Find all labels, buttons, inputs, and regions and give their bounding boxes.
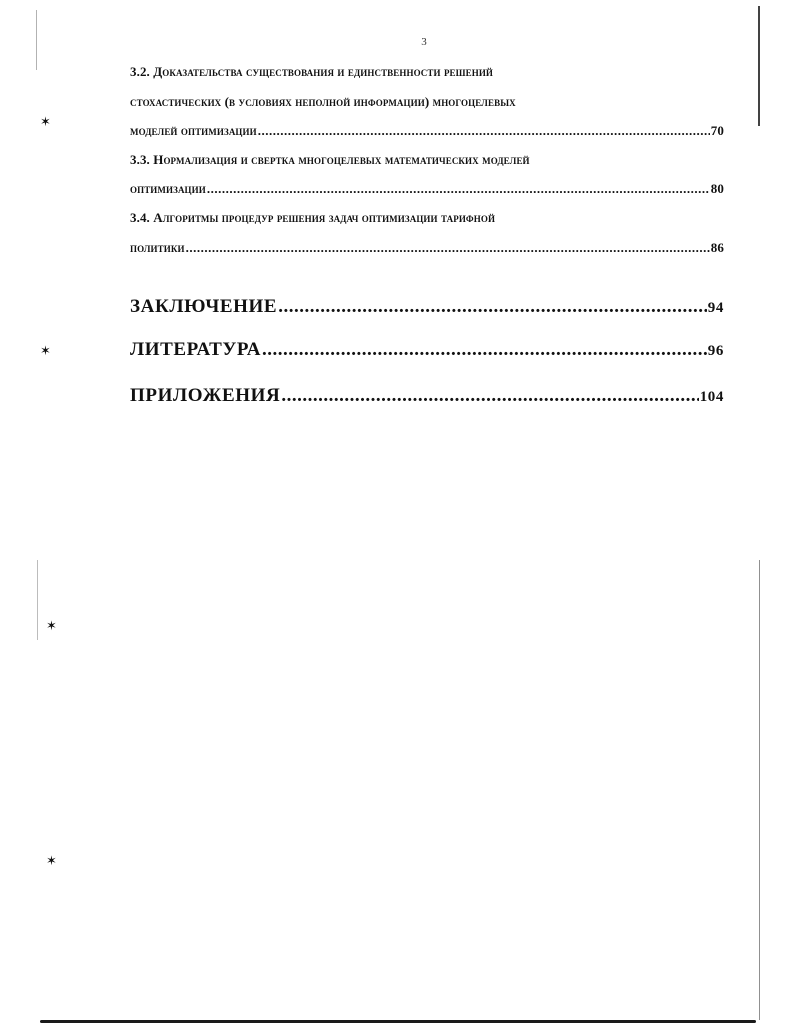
toc-entry-3-4-page: 86 bbox=[710, 240, 724, 255]
toc-entry-literature-title: ЛИТЕРАТУРА bbox=[130, 339, 262, 360]
toc-entry-3-4-line2 bbox=[130, 240, 724, 256]
toc-entry-3-3-page: 80 bbox=[710, 181, 724, 196]
leader-dots bbox=[258, 123, 710, 139]
toc-entry-3-4-text: политики bbox=[130, 240, 185, 255]
leader-dots bbox=[262, 339, 707, 361]
toc-entry-conclusion bbox=[130, 296, 724, 318]
leader-dots bbox=[186, 240, 710, 256]
toc-entry-appendices-title: ПРИЛОЖЕНИЯ bbox=[130, 385, 281, 406]
leader-dots bbox=[207, 181, 710, 197]
leader-dots bbox=[278, 296, 707, 318]
toc-entry-3-2-line3 bbox=[130, 123, 724, 139]
binding-hole-mark: ✶ bbox=[46, 854, 57, 869]
toc-entry-conclusion-title: ЗАКЛЮЧЕНИЕ bbox=[130, 296, 278, 317]
toc-entry-3-2-text: моделей оптимизации bbox=[130, 123, 257, 138]
scan-edge-right-lower bbox=[759, 560, 760, 1020]
toc-entry-literature-page: 96 bbox=[707, 343, 724, 359]
scan-bottom-rule bbox=[40, 1020, 756, 1023]
toc-entry-3-2-line1: 3.2. Доказательства существования и единственности решений bbox=[130, 64, 494, 79]
leader-dots bbox=[281, 385, 698, 407]
scan-edge-right bbox=[758, 6, 760, 126]
scan-edge-left-lower bbox=[37, 560, 38, 640]
binding-hole-mark: ✶ bbox=[40, 344, 51, 359]
toc-entry-3-2-page: 70 bbox=[710, 123, 724, 138]
toc-entry-3-4-line1: 3.4. Алгоритмы процедур решения задач оптимизации тарифной bbox=[130, 210, 496, 225]
page-number: 3 bbox=[421, 36, 427, 48]
toc-entry-3-2-line2: стохастических (в условиях неполной информации) многоцелевых bbox=[130, 94, 516, 109]
binding-hole-mark: ✶ bbox=[46, 619, 57, 634]
toc-entry-appendices-page: 104 bbox=[699, 389, 724, 405]
toc-entry-appendices bbox=[130, 385, 724, 407]
toc-entry-3-3-line1: 3.3. Нормализация и свертка многоцелевых математических моделей bbox=[130, 152, 530, 167]
toc-entry-conclusion-page: 94 bbox=[707, 300, 724, 316]
binding-hole-mark: ✶ bbox=[40, 115, 51, 130]
toc-entry-3-3-text: оптимизации bbox=[130, 181, 206, 196]
toc-entry-3-3-line2 bbox=[130, 181, 724, 197]
toc-entry-literature bbox=[130, 339, 724, 361]
